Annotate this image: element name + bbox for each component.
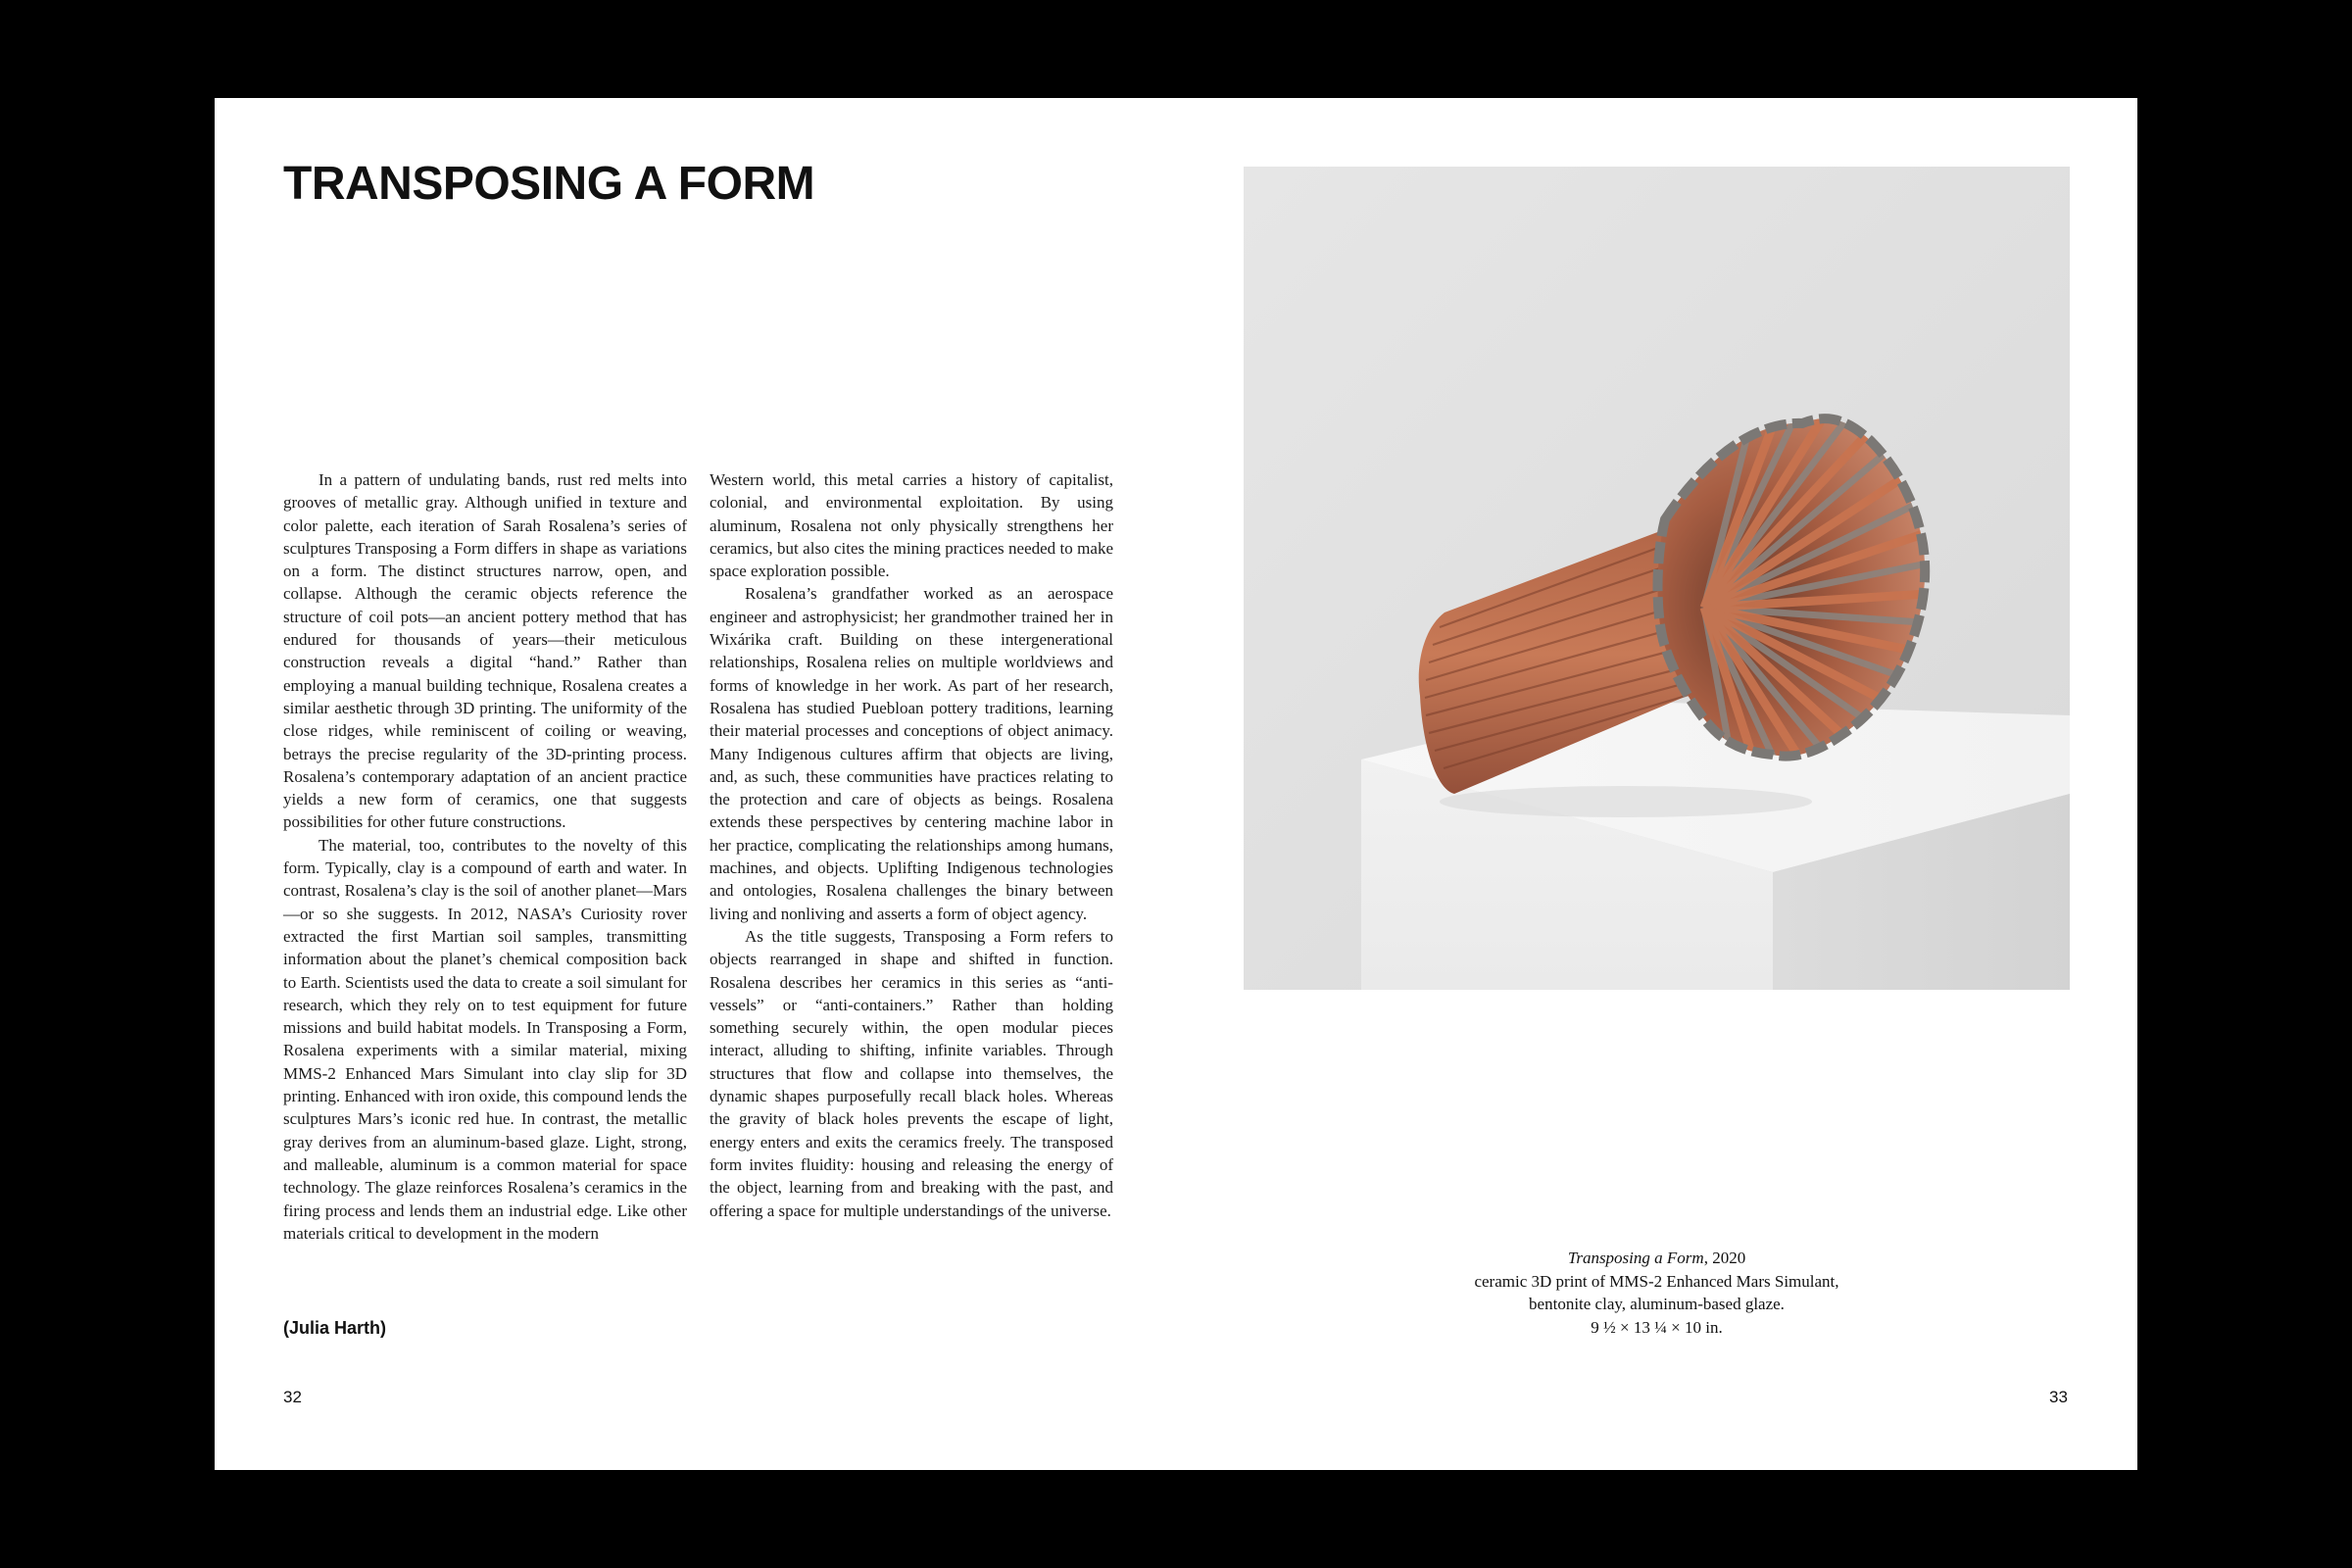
caption-dimensions: 9 ½ × 13 ¼ × 10 in. <box>1591 1317 1723 1337</box>
paragraph: The material, too, contributes to the novelty of this form. Typically, clay is a compound of earth and water. In contrast, Rosalena’s clay is the soil of another planet—Mars—or so she suggests. In 2012, NASA’s Curiosity rover extracted the first Martian soil samples, transmitting information about the planet’s chemical composition back to Earth. Scientists used the data to create a soil simulant for research, which they rely on to test equipment for future missions and build habitat models. In Transposing a Form, Rosalena experiments with a similar material, mixing MMS-2 Enhanced Mars Simulant into clay slip for 3D printing. Enhanced with iron oxide, this compound lends the sculptures Mars’s iconic red hue. In contrast, the metallic gray derives from an aluminum-based glaze. Light, strong, and malleable, aluminum is a common material for space technology. The glaze reinforces Rosalena’s ceramics in the firing process and lends them an industrial edge. Like other materials critical to development in the modern <box>283 835 687 1243</box>
article-title: TRANSPOSING A FORM <box>283 158 815 210</box>
caption-title-line <box>1342 1247 1972 1270</box>
paragraph: In a pattern of undulating bands, rust red melts into grooves of metallic gray. Although unified in texture and color palette, each iteration of Sarah Rosalena’s series of sculptures Transposing a Form differs in shape as variations on a form. The distinct structures narrow, open, and collapse. Although the ceramic objects reference the structure of coil pots—an ancient pottery method that has endured for thousands of years—their meticulous construction reveals a digital “hand.” Rather than employing a manual building technique, Rosalena creates a similar aesthetic through 3D printing. The uniformity of the close ridges, while reminiscent of coiling or weaving, betrays the precise regularity of the 3D-printing process. Rosalena’s contemporary adaptation of an ancient practice yields a new form of ceramics, one that suggests possibilities for other future constructions. <box>283 470 687 832</box>
page-number-left: 32 <box>283 1388 302 1406</box>
text-column-left <box>283 468 687 1245</box>
caption-year: , 2020 <box>1703 1249 1746 1267</box>
text-column-right <box>710 468 1113 1222</box>
caption-materials: bentonite clay, aluminum-based glaze. <box>1529 1295 1785 1313</box>
photo-caption <box>1342 1247 1972 1339</box>
paragraph: Rosalena’s grandfather worked as an aerospace engineer and astrophysicist; her grandmother trained her in Wixárika craft. Building on these intergenerational relationships, Rosalena relies on multiple worldviews and forms of knowledge in her work. As part of her research, Rosalena has studied Puebloan pottery traditions, learning their material processes and conceptions of object animacy. Many Indigenous cultures affirm that objects are living, and, as such, these communities have practices relating to the protection and care of objects as beings. Rosalena extends these perspectives by centering machine labor in her practice, complicating the relationships among humans, machines, and objects. Uplifting Indigenous technologies and ontologies, Rosalena challenges the binary between living and nonliving and asserts a form of object agency. <box>710 584 1113 923</box>
author-credit: (Julia Harth) <box>283 1318 387 1338</box>
paragraph: Western world, this metal carries a history of capitalist, colonial, and environmental exploitation. By using aluminum, Rosalena not only physically strengthens her ceramics, but also cites the mining practices needed to make space exploration possible. <box>710 470 1113 581</box>
page-number-right: 33 <box>2049 1388 2068 1406</box>
caption-work-title: Transposing a Form <box>1567 1249 1704 1267</box>
paragraph: As the title suggests, Transposing a Form refers to objects rearranged in shape and shifted in function. Rosalena describes her ceramics in this series as “anti-vessels” or “anti-containers.” Rather than holding something securely within, the open modular pieces interact, alluding to shifting, infinite variables. Through structures that flow and collapse into themselves, the dynamic shapes purposefully recall black holes. Whereas the gravity of black holes prevents the escape of light, energy enters and exits the ceramics freely. The transposed form invites fluidity: housing and releasing the energy of the object, learning from and breaking with the past, and offering a space for multiple understandings of the universe. <box>710 926 1113 1220</box>
caption-medium: ceramic 3D print of MMS-2 Enhanced Mars Simulant, <box>1474 1271 1839 1291</box>
sculpture-photo <box>1244 167 2070 990</box>
book-spread <box>215 98 2137 1470</box>
